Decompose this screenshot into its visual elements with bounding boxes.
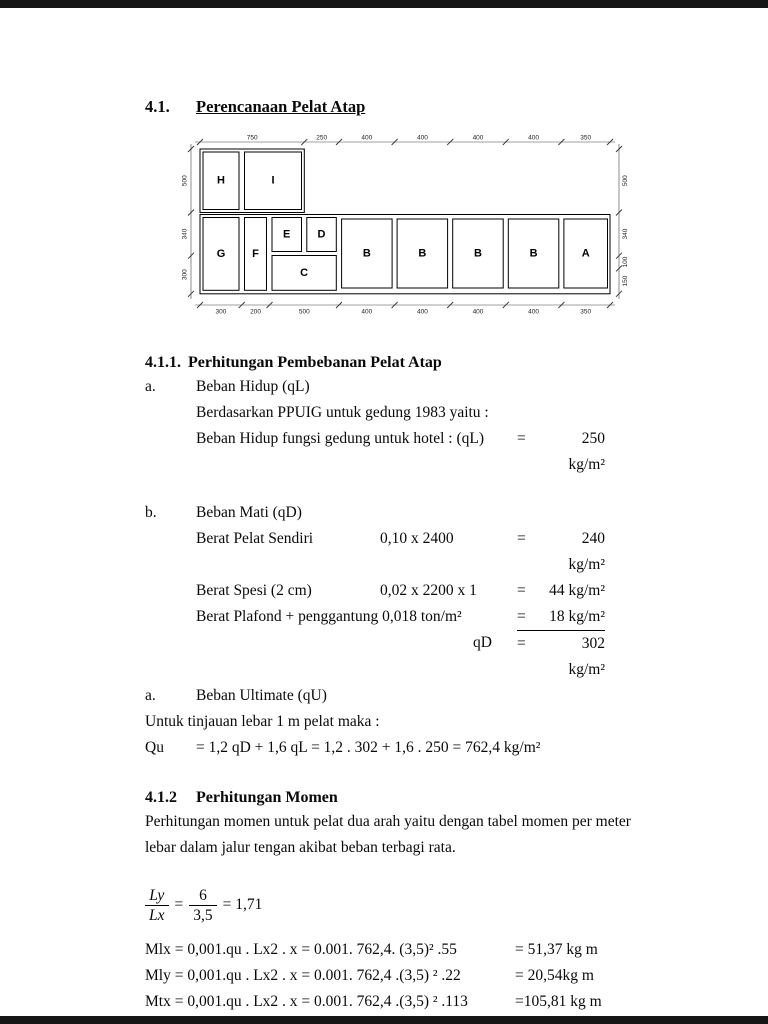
dim-label: 500 (298, 308, 310, 316)
cell-label-a: A (581, 247, 590, 260)
cell-label-g: G (216, 248, 226, 260)
fraction-numerator: Ly (145, 886, 169, 906)
dim-label: 400 (361, 308, 373, 316)
qu-equation-row (145, 735, 641, 761)
moment-expression: Mly = 0,001.qu . Lx2 . x = 0.001. 762,4 .(3,5) ² .22 (145, 967, 461, 984)
dim-label: 200 (250, 308, 262, 316)
dim-label: 350 (580, 308, 592, 316)
equals-sign: = (517, 430, 526, 447)
cell-label-i: I (271, 174, 275, 187)
total-label: qD (473, 634, 492, 651)
moment-result: = 51,37 kg m (515, 941, 598, 958)
paragraph-line: lebar dalam jalur tengan akibat beban terbagi rata. (145, 839, 456, 856)
item-ultimate-load (145, 683, 641, 709)
fraction-denominator: 3,5 (193, 906, 213, 924)
cell-label-h: H (217, 174, 225, 187)
cell-label-b1: B (362, 247, 371, 260)
section-title: Perencanaan Pelat Atap (196, 97, 366, 116)
dim-label: 400 (472, 134, 484, 142)
cell-label-b2: B (418, 247, 427, 260)
ultimate-note: Untuk tinjauan lebar 1 m pelat maka : (145, 713, 380, 730)
load-desc: Berat Plafond + penggantung 0,018 ton/m² (196, 608, 462, 625)
subsection-heading-412 (145, 787, 641, 809)
equals-sign: = (517, 630, 543, 683)
load-value: 250 kg/m² (568, 430, 605, 473)
moment-row-mtx (145, 989, 641, 1015)
cell-label-b3: B (474, 247, 482, 260)
equals-sign: = (517, 608, 526, 625)
dim-label: 100 (622, 256, 629, 268)
load-desc: Berat Pelat Sendiri (196, 530, 314, 547)
load-desc: Beban Hidup fungsi gedung untuk hotel : (qL) (196, 430, 484, 447)
subsection-title: Perhitungan Momen (196, 789, 338, 806)
item-title: Beban Mati (qD) (196, 504, 302, 521)
ratio-result: = 1,71 (222, 896, 263, 913)
subsection-heading-411 (145, 352, 641, 374)
live-load-block (196, 400, 641, 478)
dim-label: 500 (622, 175, 629, 187)
moment-result: = 20,54kg m (515, 967, 594, 984)
fraction-6-35 (189, 886, 216, 925)
qu-label: Qu (145, 739, 164, 756)
item-dead-load (145, 500, 641, 526)
dim-label: 300 (215, 308, 227, 316)
item-label: a. (145, 687, 156, 704)
plan-cells (203, 152, 608, 290)
fraction-denominator: Lx (149, 906, 165, 924)
moment-result: =105,81 kg m (515, 993, 602, 1010)
load-value: 18 kg/m² (549, 608, 605, 625)
letterbox-top (0, 0, 768, 8)
moment-row-mlx (145, 937, 641, 963)
paragraph-line: Perhitungan momen untuk pelat dua arah yaitu dengan tabel momen per meter (145, 813, 631, 830)
load-value: 44 kg/m² (549, 582, 605, 599)
item-live-load (145, 374, 641, 400)
load-calc: 0,10 x 2400 (380, 530, 454, 547)
moment-expression: Mtx = 0,001.qu . Lx2 . x = 0.001. 762,4 .(3,5) ² .113 (145, 993, 468, 1010)
dim-label: 500 (181, 175, 189, 187)
subsection-number: 4.1.1. (145, 354, 181, 371)
spacer (196, 630, 380, 683)
live-load-note: Berdasarkan PPUIG untuk gedung 1983 yaitu : (196, 404, 489, 421)
equals-sign: = (517, 582, 526, 599)
top-dim-labels (247, 135, 592, 142)
equals-sign: = (517, 530, 526, 547)
dim-label: 400 (528, 134, 540, 142)
roof-plan-svg (178, 133, 638, 317)
item-title: Beban Ultimate (qU) (196, 687, 327, 704)
dead-load-row (196, 578, 641, 604)
dim-label: 400 (472, 308, 484, 316)
fraction-numerator: 6 (189, 886, 216, 906)
equals-sign: = (174, 896, 184, 913)
dim-label: 400 (361, 134, 373, 142)
dim-label: 340 (622, 228, 629, 240)
total-value: 302 kg/m² (543, 630, 605, 683)
right-dim-labels (622, 175, 629, 287)
dim-label: 300 (181, 269, 189, 281)
subsection-number: 4.1.2 (145, 789, 177, 806)
load-value: 240 kg/m² (568, 530, 605, 573)
load-desc: Berat Spesi (2 cm) (196, 582, 312, 599)
section-title-row (145, 97, 641, 117)
moment-row-mly (145, 963, 641, 989)
moment-expression: Mlx = 0,001.qu . Lx2 . x = 0.001. 762,4. (3,5)² .55 (145, 941, 457, 958)
left-dim-labels (182, 175, 189, 280)
qu-expression: = 1,2 qD + 1,6 qL = 1,2 . 302 + 1,6 . 250 = 762,4 kg/m² (196, 739, 541, 756)
dead-load-row (196, 604, 641, 630)
roof-plan-diagram (178, 133, 641, 322)
dead-load-row (196, 526, 641, 578)
dim-label: 400 (416, 308, 428, 316)
item-label: b. (145, 504, 157, 521)
section-number: 4.1. (145, 97, 170, 116)
page-content (145, 97, 641, 1015)
subsection-title: Perhitungan Pembebanan Pelat Atap (188, 354, 442, 371)
cell-label-c: C (300, 267, 309, 279)
dim-label: 250 (316, 134, 328, 142)
cell-label-d: D (317, 228, 326, 241)
dead-load-total-row (196, 630, 641, 683)
dim-label: 350 (580, 134, 592, 142)
cell-label-b4: B (529, 247, 538, 260)
dead-load-block (196, 526, 641, 683)
live-load-row (196, 426, 641, 478)
cell-label-e: E (283, 228, 291, 241)
dim-label: 400 (528, 308, 540, 316)
item-title: Beban Hidup (qL) (196, 378, 310, 395)
dim-label: 150 (622, 275, 629, 287)
dim-label: 400 (416, 134, 428, 142)
ratio-equation (145, 883, 641, 927)
fraction-ly-lx (145, 886, 169, 925)
item-label: a. (145, 378, 156, 395)
load-calc: 0,02 x 2200 x 1 (380, 582, 477, 599)
cell-label-f: F (252, 248, 259, 260)
letterbox-bottom (0, 1016, 768, 1024)
bottom-dim-labels (215, 309, 591, 316)
moment-paragraph (145, 809, 641, 861)
dim-label: 340 (181, 228, 189, 240)
dim-label: 750 (246, 134, 258, 142)
